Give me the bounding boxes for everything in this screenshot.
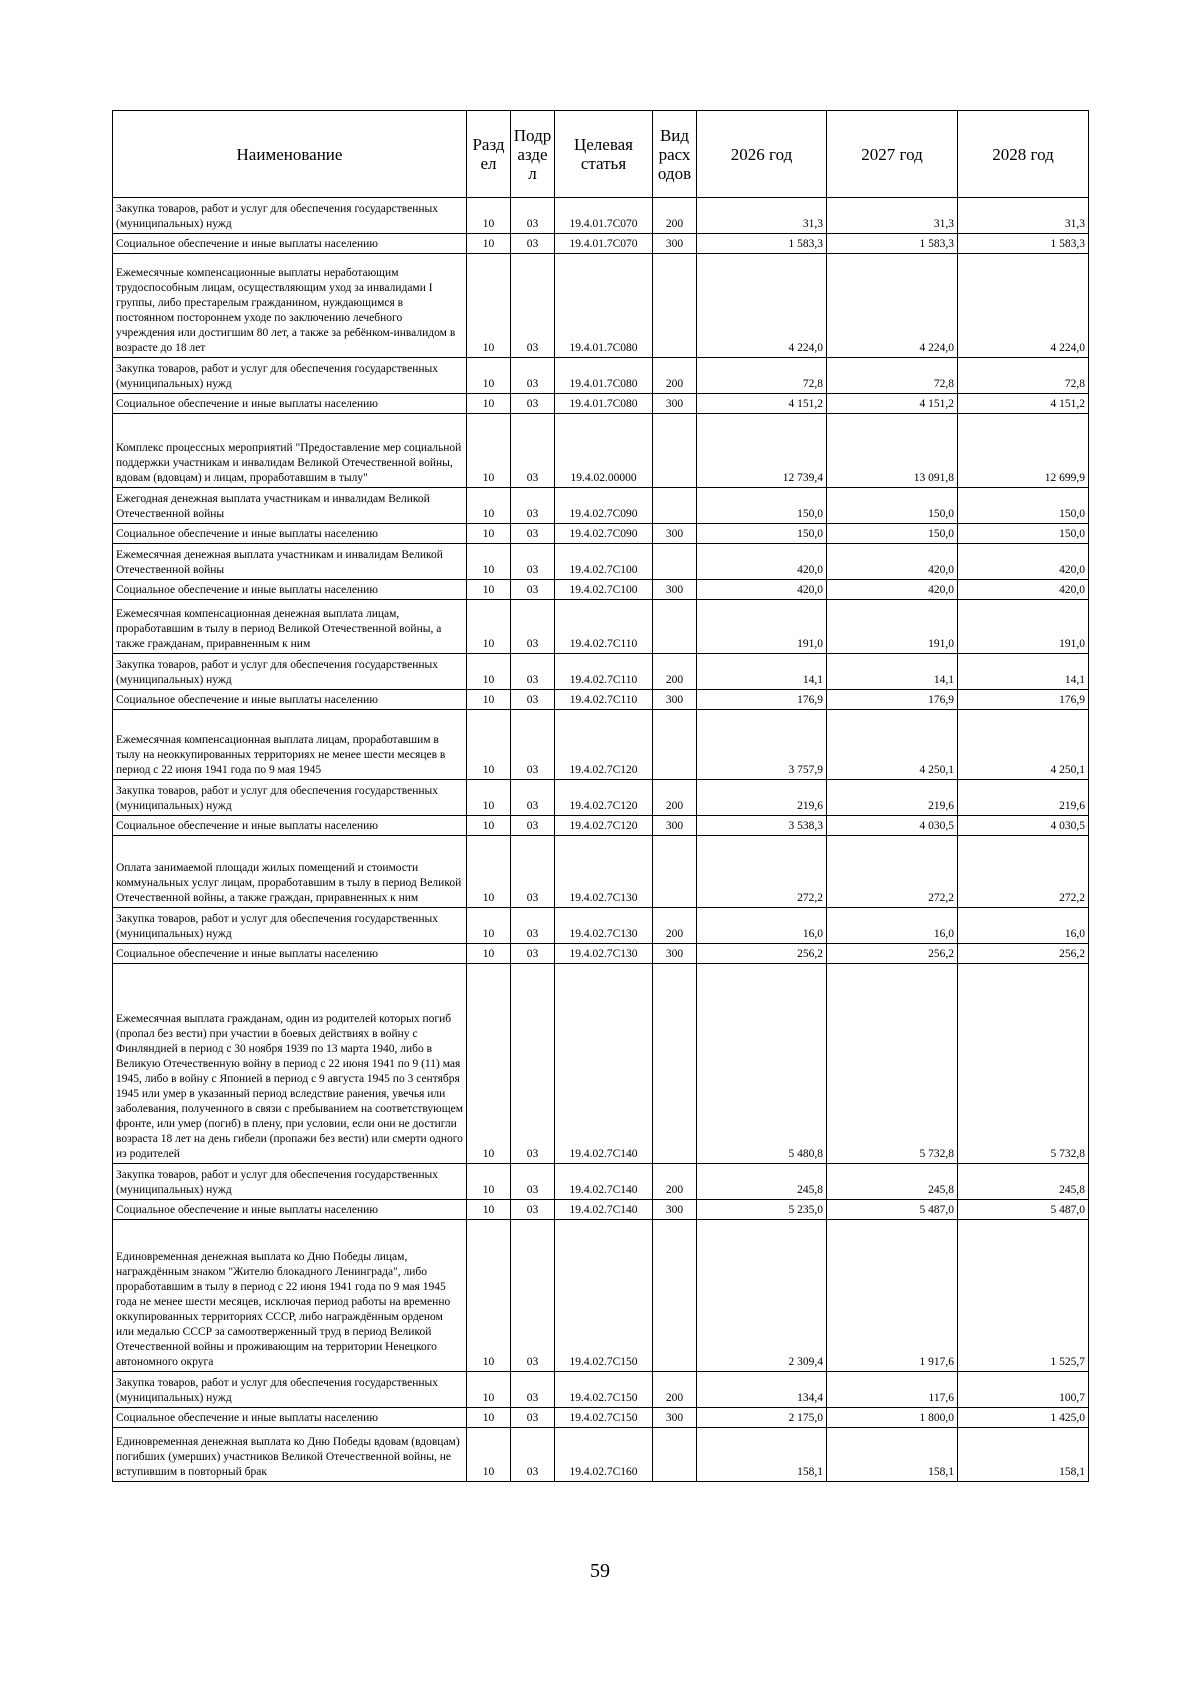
table-row <box>113 358 1089 394</box>
row-value-2026: 219,6 <box>697 780 827 816</box>
table-row <box>113 690 1089 710</box>
row-section: 10 <box>467 816 511 836</box>
row-expense-type <box>653 254 697 358</box>
row-value-2027: 5 732,8 <box>827 964 958 1164</box>
row-value-2028: 420,0 <box>958 544 1089 580</box>
row-value-2028: 150,0 <box>958 524 1089 544</box>
row-value-2028: 14,1 <box>958 654 1089 690</box>
row-name: Ежемесячная денежная выплата участникам и инвалидам Великой Отечественной войны <box>113 544 467 580</box>
row-expense-type: 300 <box>653 394 697 414</box>
row-subsection: 03 <box>511 1408 555 1428</box>
budget-page <box>112 110 1088 1482</box>
row-name: Закупка товаров, работ и услуг для обеспечения государственных (муниципальных) нужд <box>113 358 467 394</box>
header-year-2026: 2026 год <box>697 111 827 198</box>
row-target-item: 19.4.01.7С080 <box>555 394 653 414</box>
row-value-2026: 420,0 <box>697 580 827 600</box>
row-section: 10 <box>467 414 511 488</box>
row-name: Социальное обеспечение и иные выплаты населению <box>113 234 467 254</box>
row-name: Социальное обеспечение и иные выплаты населению <box>113 524 467 544</box>
header-row <box>113 111 1089 198</box>
row-expense-type <box>653 964 697 1164</box>
row-name: Ежемесячная компенсационная выплата лицам, проработавшим в тылу на неоккупированных территориях не менее шести месяцев в период с 22 июня 1941 года по 9 мая 1945 <box>113 710 467 780</box>
row-expense-type <box>653 1428 697 1482</box>
row-target-item: 19.4.02.7С140 <box>555 1200 653 1220</box>
row-section: 10 <box>467 198 511 234</box>
table-row <box>113 234 1089 254</box>
row-name: Ежемесячная выплата гражданам, один из родителей которых погиб (пропал без вести) при участии в боевых действиях в войну с Финляндией в период с 30 ноября 1939 по 13 марта 1940, либо в Великую Отечественную войну в период с 22 июня 1941 по 9 (11) мая 1945, либо в войну с Японией в период с 9 августа 1945 по 3 сентября 1945 или умер в указанный период вследствие ранения, увечья или заболевания, полученного в связи с пребыванием на соответствующем фронте, или умер (погиб) в плену, при условии, если они не достигли возраста 18 лет на день гибели (пропажи без вести) или смерти одного из родителей <box>113 964 467 1164</box>
table-row <box>113 488 1089 524</box>
table-row <box>113 198 1089 234</box>
row-value-2028: 219,6 <box>958 780 1089 816</box>
row-section: 10 <box>467 964 511 1164</box>
table-row <box>113 1220 1089 1372</box>
row-subsection: 03 <box>511 254 555 358</box>
row-target-item: 19.4.02.7С120 <box>555 710 653 780</box>
row-target-item: 19.4.02.7С090 <box>555 524 653 544</box>
row-name: Ежемесячные компенсационные выплаты неработающим трудоспособным лицам, осуществляющим уход за инвалидами I группы, либо престарелым гражданином, нуждающимся в постоянном постороннем уходе по заключению лечебного учреждения или достигшим 80 лет, а также за ребёнком-инвалидом в возрасте до 18 лет <box>113 254 467 358</box>
row-value-2027: 5 487,0 <box>827 1200 958 1220</box>
table-row <box>113 780 1089 816</box>
table-row <box>113 836 1089 908</box>
row-subsection: 03 <box>511 544 555 580</box>
row-expense-type <box>653 836 697 908</box>
row-subsection: 03 <box>511 710 555 780</box>
row-target-item: 19.4.01.7С070 <box>555 198 653 234</box>
row-value-2028: 12 699,9 <box>958 414 1089 488</box>
row-expense-type: 300 <box>653 944 697 964</box>
row-value-2026: 5 480,8 <box>697 964 827 1164</box>
row-value-2026: 12 739,4 <box>697 414 827 488</box>
row-expense-type: 300 <box>653 816 697 836</box>
row-section: 10 <box>467 690 511 710</box>
row-section: 10 <box>467 908 511 944</box>
table-row <box>113 600 1089 654</box>
table-row <box>113 964 1089 1164</box>
row-expense-type: 200 <box>653 908 697 944</box>
row-name: Социальное обеспечение и иные выплаты населению <box>113 394 467 414</box>
row-value-2027: 272,2 <box>827 836 958 908</box>
row-value-2026: 420,0 <box>697 544 827 580</box>
row-value-2026: 4 224,0 <box>697 254 827 358</box>
row-value-2026: 176,9 <box>697 690 827 710</box>
row-value-2027: 420,0 <box>827 544 958 580</box>
row-target-item: 19.4.02.7С110 <box>555 654 653 690</box>
row-section: 10 <box>467 1408 511 1428</box>
row-value-2026: 5 235,0 <box>697 1200 827 1220</box>
row-section: 10 <box>467 654 511 690</box>
row-name: Социальное обеспечение и иные выплаты населению <box>113 1408 467 1428</box>
row-subsection: 03 <box>511 836 555 908</box>
page-number: 59 <box>590 1560 610 1582</box>
table-row <box>113 254 1089 358</box>
row-section: 10 <box>467 1428 511 1482</box>
row-subsection: 03 <box>511 1164 555 1200</box>
row-value-2026: 245,8 <box>697 1164 827 1200</box>
row-value-2028: 100,7 <box>958 1372 1089 1408</box>
row-value-2028: 158,1 <box>958 1428 1089 1482</box>
row-expense-type: 200 <box>653 198 697 234</box>
row-value-2027: 16,0 <box>827 908 958 944</box>
row-expense-type <box>653 710 697 780</box>
row-target-item: 19.4.02.7С130 <box>555 836 653 908</box>
row-value-2028: 245,8 <box>958 1164 1089 1200</box>
row-section: 10 <box>467 1372 511 1408</box>
row-value-2027: 150,0 <box>827 488 958 524</box>
row-name: Социальное обеспечение и иные выплаты населению <box>113 1200 467 1220</box>
row-value-2026: 1 583,3 <box>697 234 827 254</box>
row-section: 10 <box>467 780 511 816</box>
row-expense-type: 200 <box>653 358 697 394</box>
row-value-2028: 4 151,2 <box>958 394 1089 414</box>
table-row <box>113 544 1089 580</box>
row-value-2028: 1 425,0 <box>958 1408 1089 1428</box>
header-year-2027: 2027 год <box>827 111 958 198</box>
row-value-2028: 72,8 <box>958 358 1089 394</box>
row-section: 10 <box>467 944 511 964</box>
row-target-item: 19.4.02.7С100 <box>555 580 653 600</box>
header-section: Разд ел <box>467 111 511 198</box>
row-target-item: 19.4.02.7С130 <box>555 908 653 944</box>
header-expense-type: Вид расх одов <box>653 111 697 198</box>
row-subsection: 03 <box>511 358 555 394</box>
row-section: 10 <box>467 358 511 394</box>
table-row <box>113 710 1089 780</box>
row-value-2027: 420,0 <box>827 580 958 600</box>
row-subsection: 03 <box>511 944 555 964</box>
row-value-2026: 72,8 <box>697 358 827 394</box>
row-name: Закупка товаров, работ и услуг для обеспечения государственных (муниципальных) нужд <box>113 198 467 234</box>
row-expense-type: 200 <box>653 780 697 816</box>
row-expense-type: 300 <box>653 524 697 544</box>
row-value-2028: 4 030,5 <box>958 816 1089 836</box>
header-year-2028: 2028 год <box>958 111 1089 198</box>
row-value-2027: 72,8 <box>827 358 958 394</box>
row-value-2028: 176,9 <box>958 690 1089 710</box>
table-row <box>113 816 1089 836</box>
table-row <box>113 944 1089 964</box>
row-subsection: 03 <box>511 1428 555 1482</box>
row-section: 10 <box>467 394 511 414</box>
row-value-2027: 13 091,8 <box>827 414 958 488</box>
row-subsection: 03 <box>511 908 555 944</box>
row-expense-type: 300 <box>653 1200 697 1220</box>
row-value-2028: 272,2 <box>958 836 1089 908</box>
row-value-2027: 191,0 <box>827 600 958 654</box>
row-value-2027: 245,8 <box>827 1164 958 1200</box>
row-section: 10 <box>467 580 511 600</box>
row-value-2027: 176,9 <box>827 690 958 710</box>
table-row <box>113 414 1089 488</box>
row-expense-type: 300 <box>653 580 697 600</box>
row-value-2026: 150,0 <box>697 524 827 544</box>
row-target-item: 19.4.02.7С110 <box>555 600 653 654</box>
header-subsection: Подр азде л <box>511 111 555 198</box>
row-section: 10 <box>467 836 511 908</box>
row-value-2027: 1 583,3 <box>827 234 958 254</box>
row-value-2027: 31,3 <box>827 198 958 234</box>
row-target-item: 19.4.02.7С120 <box>555 780 653 816</box>
row-section: 10 <box>467 600 511 654</box>
row-expense-type <box>653 600 697 654</box>
row-target-item: 19.4.02.7С150 <box>555 1220 653 1372</box>
row-section: 10 <box>467 234 511 254</box>
row-target-item: 19.4.01.7С080 <box>555 358 653 394</box>
row-value-2026: 4 151,2 <box>697 394 827 414</box>
table-row <box>113 524 1089 544</box>
row-subsection: 03 <box>511 690 555 710</box>
row-target-item: 19.4.01.7С070 <box>555 234 653 254</box>
row-subsection: 03 <box>511 198 555 234</box>
row-target-item: 19.4.02.7С110 <box>555 690 653 710</box>
row-value-2027: 158,1 <box>827 1428 958 1482</box>
table-row <box>113 1200 1089 1220</box>
row-value-2027: 256,2 <box>827 944 958 964</box>
row-expense-type: 300 <box>653 1408 697 1428</box>
row-value-2026: 2 175,0 <box>697 1408 827 1428</box>
table-row <box>113 1372 1089 1408</box>
row-expense-type: 200 <box>653 1164 697 1200</box>
row-value-2027: 14,1 <box>827 654 958 690</box>
header-name: Наименование <box>113 111 467 198</box>
row-section: 10 <box>467 1220 511 1372</box>
row-name: Ежемесячная компенсационная денежная выплата лицам, проработавшим в тылу в период Великой Отечественной войны, а также гражданам, приравненным к ним <box>113 600 467 654</box>
row-value-2026: 256,2 <box>697 944 827 964</box>
row-name: Закупка товаров, работ и услуг для обеспечения государственных (муниципальных) нужд <box>113 908 467 944</box>
row-section: 10 <box>467 524 511 544</box>
row-name: Единовременная денежная выплата ко Дню Победы вдовам (вдовцам) погибших (умерших) участников Великой Отечественной войны, не вступившим в повторный брак <box>113 1428 467 1482</box>
row-name: Социальное обеспечение и иные выплаты населению <box>113 816 467 836</box>
row-name: Социальное обеспечение и иные выплаты населению <box>113 690 467 710</box>
row-section: 10 <box>467 488 511 524</box>
row-name: Закупка товаров, работ и услуг для обеспечения государственных (муниципальных) нужд <box>113 1372 467 1408</box>
row-target-item: 19.4.02.7С130 <box>555 944 653 964</box>
row-target-item: 19.4.02.7С150 <box>555 1408 653 1428</box>
row-value-2027: 219,6 <box>827 780 958 816</box>
row-value-2028: 1 583,3 <box>958 234 1089 254</box>
table-row <box>113 654 1089 690</box>
row-value-2026: 3 757,9 <box>697 710 827 780</box>
row-expense-type <box>653 1220 697 1372</box>
row-name: Закупка товаров, работ и услуг для обеспечения государственных (муниципальных) нужд <box>113 1164 467 1200</box>
row-subsection: 03 <box>511 780 555 816</box>
row-value-2026: 16,0 <box>697 908 827 944</box>
row-expense-type: 200 <box>653 1372 697 1408</box>
row-value-2028: 1 525,7 <box>958 1220 1089 1372</box>
row-value-2026: 3 538,3 <box>697 816 827 836</box>
row-target-item: 19.4.02.7С150 <box>555 1372 653 1408</box>
row-subsection: 03 <box>511 1220 555 1372</box>
row-value-2027: 4 250,1 <box>827 710 958 780</box>
row-target-item: 19.4.02.7С090 <box>555 488 653 524</box>
row-expense-type <box>653 488 697 524</box>
row-target-item: 19.4.02.7С120 <box>555 816 653 836</box>
row-value-2027: 1 800,0 <box>827 1408 958 1428</box>
row-subsection: 03 <box>511 414 555 488</box>
row-value-2026: 272,2 <box>697 836 827 908</box>
table-row <box>113 1408 1089 1428</box>
row-value-2028: 4 224,0 <box>958 254 1089 358</box>
row-value-2028: 5 487,0 <box>958 1200 1089 1220</box>
row-section: 10 <box>467 1164 511 1200</box>
row-value-2026: 191,0 <box>697 600 827 654</box>
budget-table <box>112 110 1089 1482</box>
header-target-item: Целевая статья <box>555 111 653 198</box>
row-subsection: 03 <box>511 964 555 1164</box>
row-name: Комплекс процессных мероприятий "Предоставление мер социальной поддержки участникам и инвалидам Великой Отечественной войны, вдовам (вдовцам) и лицам, проработавшим в тылу" <box>113 414 467 488</box>
row-value-2027: 1 917,6 <box>827 1220 958 1372</box>
row-value-2026: 14,1 <box>697 654 827 690</box>
row-value-2028: 191,0 <box>958 600 1089 654</box>
row-value-2026: 150,0 <box>697 488 827 524</box>
row-name: Закупка товаров, работ и услуг для обеспечения государственных (муниципальных) нужд <box>113 780 467 816</box>
row-name: Социальное обеспечение и иные выплаты населению <box>113 580 467 600</box>
row-subsection: 03 <box>511 394 555 414</box>
table-row <box>113 1428 1089 1482</box>
row-subsection: 03 <box>511 488 555 524</box>
row-target-item: 19.4.02.00000 <box>555 414 653 488</box>
row-subsection: 03 <box>511 1372 555 1408</box>
row-section: 10 <box>467 1200 511 1220</box>
row-subsection: 03 <box>511 600 555 654</box>
row-value-2026: 158,1 <box>697 1428 827 1482</box>
row-expense-type <box>653 544 697 580</box>
table-row <box>113 1164 1089 1200</box>
row-value-2028: 420,0 <box>958 580 1089 600</box>
row-name: Оплата занимаемой площади жилых помещений и стоимости коммунальных услуг лицам, проработавшим в тылу в период Великой Отечественной войны, а также граждан, приравненных к ним <box>113 836 467 908</box>
row-value-2027: 150,0 <box>827 524 958 544</box>
row-value-2028: 31,3 <box>958 198 1089 234</box>
row-target-item: 19.4.02.7С140 <box>555 964 653 1164</box>
row-value-2028: 256,2 <box>958 944 1089 964</box>
row-value-2027: 4 224,0 <box>827 254 958 358</box>
table-row <box>113 580 1089 600</box>
row-expense-type: 300 <box>653 690 697 710</box>
row-section: 10 <box>467 544 511 580</box>
row-subsection: 03 <box>511 234 555 254</box>
row-value-2026: 2 309,4 <box>697 1220 827 1372</box>
row-section: 10 <box>467 710 511 780</box>
row-value-2028: 16,0 <box>958 908 1089 944</box>
row-value-2026: 31,3 <box>697 198 827 234</box>
row-value-2028: 5 732,8 <box>958 964 1089 1164</box>
row-value-2028: 4 250,1 <box>958 710 1089 780</box>
row-target-item: 19.4.02.7С140 <box>555 1164 653 1200</box>
row-subsection: 03 <box>511 1200 555 1220</box>
row-name: Социальное обеспечение и иные выплаты населению <box>113 944 467 964</box>
row-subsection: 03 <box>511 580 555 600</box>
row-subsection: 03 <box>511 524 555 544</box>
row-name: Закупка товаров, работ и услуг для обеспечения государственных (муниципальных) нужд <box>113 654 467 690</box>
row-name: Единовременная денежная выплата ко Дню Победы лицам, награждённым знаком "Жителю блокадного Ленинграда", либо проработавшим в тылу в период с 22 июня 1941 года по 9 мая 1945 года не менее шести месяцев, исключая период работы на временно оккупированных территориях СССР, либо награждённым орденом или медалью СССР за самоотверженный труд в период Великой Отечественной войны и проживающим на территории Ненецкого автономного округа <box>113 1220 467 1372</box>
row-expense-type: 300 <box>653 234 697 254</box>
row-value-2026: 134,4 <box>697 1372 827 1408</box>
row-expense-type <box>653 414 697 488</box>
row-expense-type: 200 <box>653 654 697 690</box>
table-row <box>113 908 1089 944</box>
row-target-item: 19.4.01.7С080 <box>555 254 653 358</box>
row-subsection: 03 <box>511 816 555 836</box>
row-section: 10 <box>467 254 511 358</box>
row-target-item: 19.4.02.7С160 <box>555 1428 653 1482</box>
row-value-2028: 150,0 <box>958 488 1089 524</box>
row-target-item: 19.4.02.7С100 <box>555 544 653 580</box>
table-row <box>113 394 1089 414</box>
row-value-2027: 117,6 <box>827 1372 958 1408</box>
row-value-2027: 4 030,5 <box>827 816 958 836</box>
row-value-2027: 4 151,2 <box>827 394 958 414</box>
row-name: Ежегодная денежная выплата участникам и инвалидам Великой Отечественной войны <box>113 488 467 524</box>
row-subsection: 03 <box>511 654 555 690</box>
